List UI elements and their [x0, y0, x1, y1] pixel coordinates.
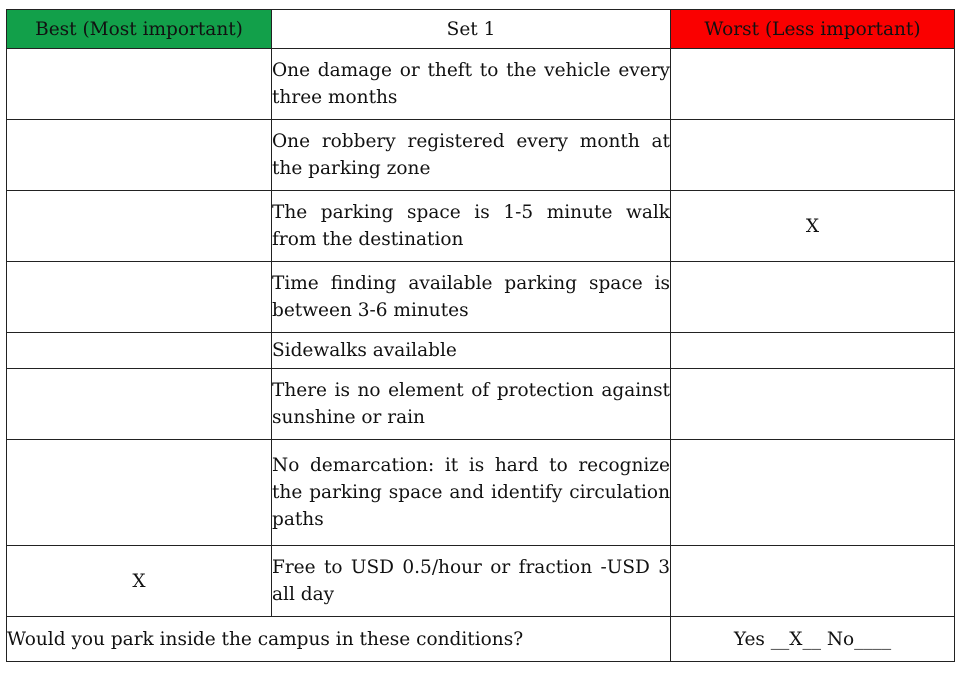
attribute-cell: There is no element of protection against sunshine or rain [272, 369, 671, 440]
best-worst-table [6, 9, 955, 662]
best-cell[interactable] [7, 191, 272, 262]
worst-cell[interactable] [671, 369, 955, 440]
table-row [7, 49, 955, 120]
attribute-cell: The parking space is 1-5 minute walk from the destination [272, 191, 671, 262]
best-cell[interactable] [7, 49, 272, 120]
attribute-cell: One damage or theft to the vehicle every three months [272, 49, 671, 120]
header-worst: Worst (Less important) [671, 10, 955, 49]
table-row [7, 191, 955, 262]
attribute-cell: Time finding available parking space is between 3-6 minutes [272, 262, 671, 333]
attribute-cell: One robbery registered every month at the parking zone [272, 120, 671, 191]
question-text: Would you park inside the campus in these conditions? [7, 617, 671, 662]
table-row [7, 369, 955, 440]
worst-cell[interactable] [671, 546, 955, 617]
worst-cell[interactable]: X [671, 191, 955, 262]
table-row [7, 120, 955, 191]
worst-cell[interactable] [671, 333, 955, 369]
answer-cell[interactable]: Yes __X__ No____ [671, 617, 955, 662]
table-row [7, 333, 955, 369]
table-row [7, 440, 955, 546]
best-cell[interactable] [7, 369, 272, 440]
attribute-cell: Sidewalks available [272, 333, 671, 369]
worst-cell[interactable] [671, 440, 955, 546]
worst-cell[interactable] [671, 49, 955, 120]
best-cell[interactable] [7, 333, 272, 369]
table-row [7, 546, 955, 617]
worst-cell[interactable] [671, 262, 955, 333]
attribute-cell: Free to USD 0.5/hour or fraction -USD 3 all day [272, 546, 671, 617]
worst-cell[interactable] [671, 120, 955, 191]
header-row [7, 10, 955, 49]
header-best: Best (Most important) [7, 10, 272, 49]
question-row [7, 617, 955, 662]
attribute-cell: No demarcation: it is hard to recognize the parking space and identify circulation paths [272, 440, 671, 546]
header-set: Set 1 [272, 10, 671, 49]
best-cell[interactable] [7, 120, 272, 191]
best-cell[interactable] [7, 440, 272, 546]
best-cell[interactable] [7, 262, 272, 333]
table-row [7, 262, 955, 333]
best-cell[interactable]: X [7, 546, 272, 617]
